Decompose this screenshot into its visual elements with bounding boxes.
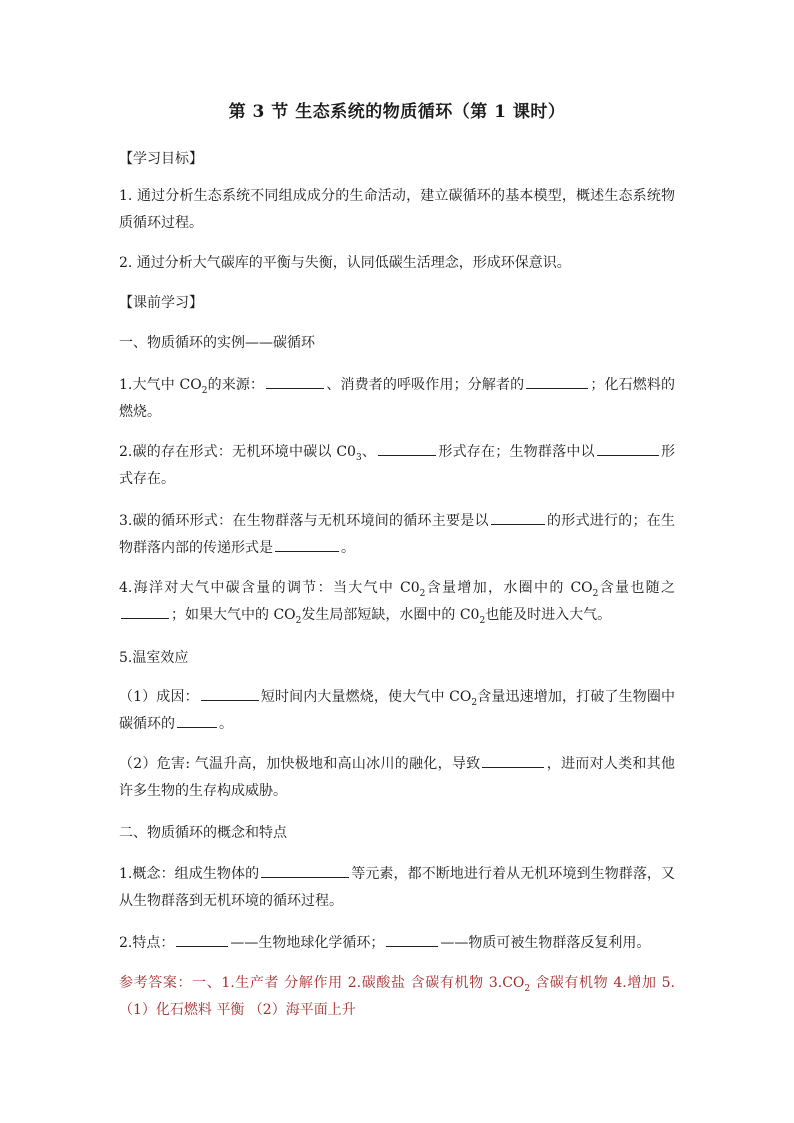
fill-blank[interactable] xyxy=(491,510,545,525)
question-2-1: 1.概念：组成生物体的 等元素，都不断地进行着从无机环境到生物群落，又从生物群落到无机环境的循环过程。 xyxy=(119,861,675,915)
page-title: 第 3 节 生态系统的物质循环（第 1 课时） xyxy=(228,102,566,122)
fill-blank[interactable] xyxy=(386,932,438,947)
question-1-2: 2.碳的存在形式：无机环境中碳以 $C0_3$、 形式存在；生物群落中以 形式存在。 xyxy=(119,439,675,493)
learning-goal-1: 1. 通过分析生态系统不同组成成分的生命活动，建立碳循环的基本模型，概述生态系统物质循环过程。 xyxy=(119,188,675,231)
fill-blank[interactable] xyxy=(261,863,349,878)
fill-blank[interactable] xyxy=(177,713,217,728)
learning-goals-heading: 【学习目标】 xyxy=(119,151,203,167)
question-1-5-2: （2）危害: 气温升高，加快极地和高山冰川的融化，导致 ，进而对人类和其他许多生物的生存构成威胁。 xyxy=(119,751,675,805)
section1-heading: 一、物质循环的实例——碳循环 xyxy=(119,335,315,351)
fill-blank[interactable] xyxy=(526,374,588,389)
fill-blank[interactable] xyxy=(275,537,339,552)
fill-blank[interactable] xyxy=(266,374,324,389)
fill-blank[interactable] xyxy=(176,932,228,947)
question-1-5-1: （1）成因： 短时间内大量燃烧，使大气中 $CO_2$含量迅速增加，打破了生物圈中碳循环的 。 xyxy=(119,684,675,738)
reference-answer: 参考答案：一、1.生产者 分解作用 2.碳酸盐 含碳有机物 $3.CO_2$ 含碳有机物 4.增加 5.（1）化石燃料 平衡 （2）海平面上升 xyxy=(119,975,675,1018)
fill-blank[interactable] xyxy=(482,753,544,768)
pre-class-heading: 【课前学习】 xyxy=(119,295,203,311)
learning-goal-2: 2. 通过分析大气碳库的平衡与失衡，认同低碳生活理念，形成环保意识。 xyxy=(119,255,571,271)
fill-blank[interactable] xyxy=(201,686,259,701)
question-1-3: 3.碳的循环形式：在生物群落与无机环境间的循环主要是以 的形式进行的；在生物群落内部的传递形式是 。 xyxy=(119,508,675,562)
question-1-4: 4.海洋对大气中碳含量的调节：当大气中 $C0_2$含量增加，水圈中的 $CO_2$含量也随之；如果大气中的 $CO_2$发生局部短缺，水圈中的 $C0_2$也能及时进入大气。 xyxy=(119,580,676,626)
section2-heading: 二、物质循环的概念和特点 xyxy=(119,825,287,841)
question-1-5-heading: 5.温室效应 xyxy=(119,650,189,666)
fill-blank[interactable] xyxy=(378,441,436,456)
question-2-2: 2.特点： ——生物地球化学循环； ——物质可被生物群落反复利用。 xyxy=(119,930,675,957)
question-1-1: 1.大气中 $CO_2$的来源： 、消费者的呼吸作用；分解者的 ；化石燃料的燃烧。 xyxy=(119,372,675,426)
fill-blank[interactable] xyxy=(597,441,659,456)
fill-blank[interactable] xyxy=(121,604,169,619)
